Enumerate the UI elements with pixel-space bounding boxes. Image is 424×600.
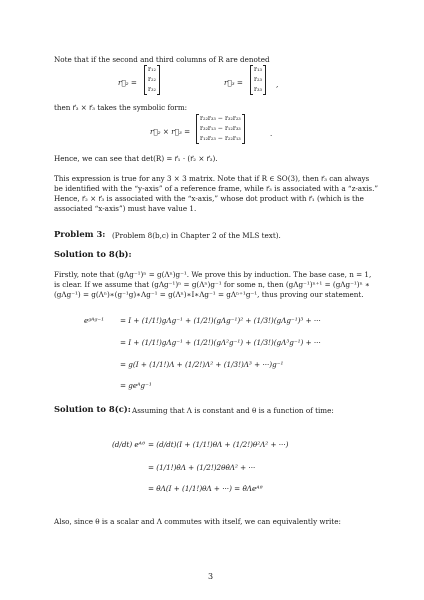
para-line: This expression is true for any 3 × 3 matrix. Note that if R ∈ SO(3), then r⃗₃ can always [54, 174, 370, 183]
cross-label: r⃗₂ × r⃗₃ = [150, 127, 191, 136]
cross-trail: . [270, 129, 273, 138]
para-line: be identified with the “y-axis” of a reference frame, while r⃗₃ is associated with a “z-axis.” [54, 184, 379, 193]
cross-entry: r₃₂r₁₃ − r₁₂r₃₃ [200, 125, 241, 132]
r2-vector [144, 65, 160, 95]
cross-entry: r₁₂r₂₃ − r₂₂r₁₃ [200, 135, 241, 142]
r3-entry: r₃₃ [254, 86, 262, 93]
hence-det: Hence, we can see that det(R) = r⃗₁ · (r⃗₂ × r⃗₃). [54, 154, 218, 163]
r2-entry: r₂₂ [148, 76, 156, 83]
solution-b-line: Firstly, note that (gΛg⁻¹)ⁿ = g(Λⁿ)g⁻¹. We prove this by induction. The base case, n = 1, [54, 270, 372, 279]
para-line: Hence, r⃗₂ × r⃗₃ is associated with the “x-axis,” whose dot product with r⃗₁ (which is the [54, 194, 364, 203]
exp-line: = geᴬg⁻¹ [120, 381, 152, 390]
deriv-line: = (d/dt)(I + (1/1!)θΛ + (1/2!)θ²Λ² + ···) [148, 440, 289, 449]
exp-line: = I + (1/1!)gΛg⁻¹ + (1/2!)(gΛg⁻¹)² + (1/3!)(gΛg⁻¹)³ + ··· [120, 316, 321, 325]
solution-c-heading: Solution to 8(c): [54, 404, 131, 414]
r3-entry: r₂₃ [254, 76, 262, 83]
solution-b-line: is clear. If we assume that (gΛg⁻¹)ⁿ = g(Λⁿ)g⁻¹ for some n, then (gΛg⁻¹)ⁿ⁺¹ = (gΛg⁻¹)ⁿ ∗ [54, 280, 370, 289]
r2-label: r⃗₂ = [118, 78, 137, 87]
r3-trail: , [276, 80, 279, 89]
exp-line: = g(I + (1/1!)Λ + (1/2!)Λ² + (1/3!)Λ³ + ···)g⁻¹ [120, 360, 284, 369]
deriv-lhs: (d/dt) eᴬᶿ [112, 440, 146, 449]
r3-entry: r₁₃ [254, 66, 262, 73]
para-line: associated “x-axis”) must have value 1. [54, 204, 197, 213]
solution-c-text: Assuming that Λ is constant and θ is a function of time: [132, 406, 334, 415]
intro-note: Note that if the second and third columns of R are denoted [54, 55, 270, 64]
deriv-line: = (1/1!)θ̇Λ + (1/2!)2θθ̇Λ² + ··· [148, 463, 256, 472]
solution-b-line: (gΛg⁻¹) = g(Λⁿ)∗(g⁻¹g)∗Λg⁻¹ = g(Λⁿ)∗I∗Λg⁻¹ = gΛⁿ⁺¹g⁻¹, thus proving our statement. [54, 290, 364, 299]
cross-vector [196, 114, 245, 144]
then-text: then r⃗₃ × r⃗₃ takes the symbolic form: [54, 103, 188, 112]
r2-entry: r₁₂ [148, 66, 156, 73]
exp-lhs: eᵍᴬᵍ⁻¹ [84, 316, 104, 325]
r3-vector [250, 65, 266, 95]
problem-heading: Problem 3: [54, 229, 106, 239]
deriv-line: = θ̇Λ(I + (1/1!)θΛ + ···) = θ̇Λeᴬᶿ [148, 484, 263, 493]
page-number: 3 [208, 572, 214, 581]
problem-text: (Problem 8(b,c) in Chapter 2 of the MLS text). [112, 231, 281, 240]
cross-entry: r₂₂r₃₃ − r₃₂r₂₃ [200, 115, 241, 122]
solution-b-heading: Solution to 8(b): [54, 249, 132, 259]
exp-line: = I + (1/1!)gΛg⁻¹ + (1/2!)(gΛ²g⁻¹) + (1/3!)(gΛ³g⁻¹) + ··· [120, 338, 321, 347]
closing-text: Also, since θ is a scalar and Λ commutes with itself, we can equivalently write: [54, 517, 341, 526]
r3-label: r⃗₃ = [224, 78, 243, 87]
r2-entry: r₃₂ [148, 86, 156, 93]
